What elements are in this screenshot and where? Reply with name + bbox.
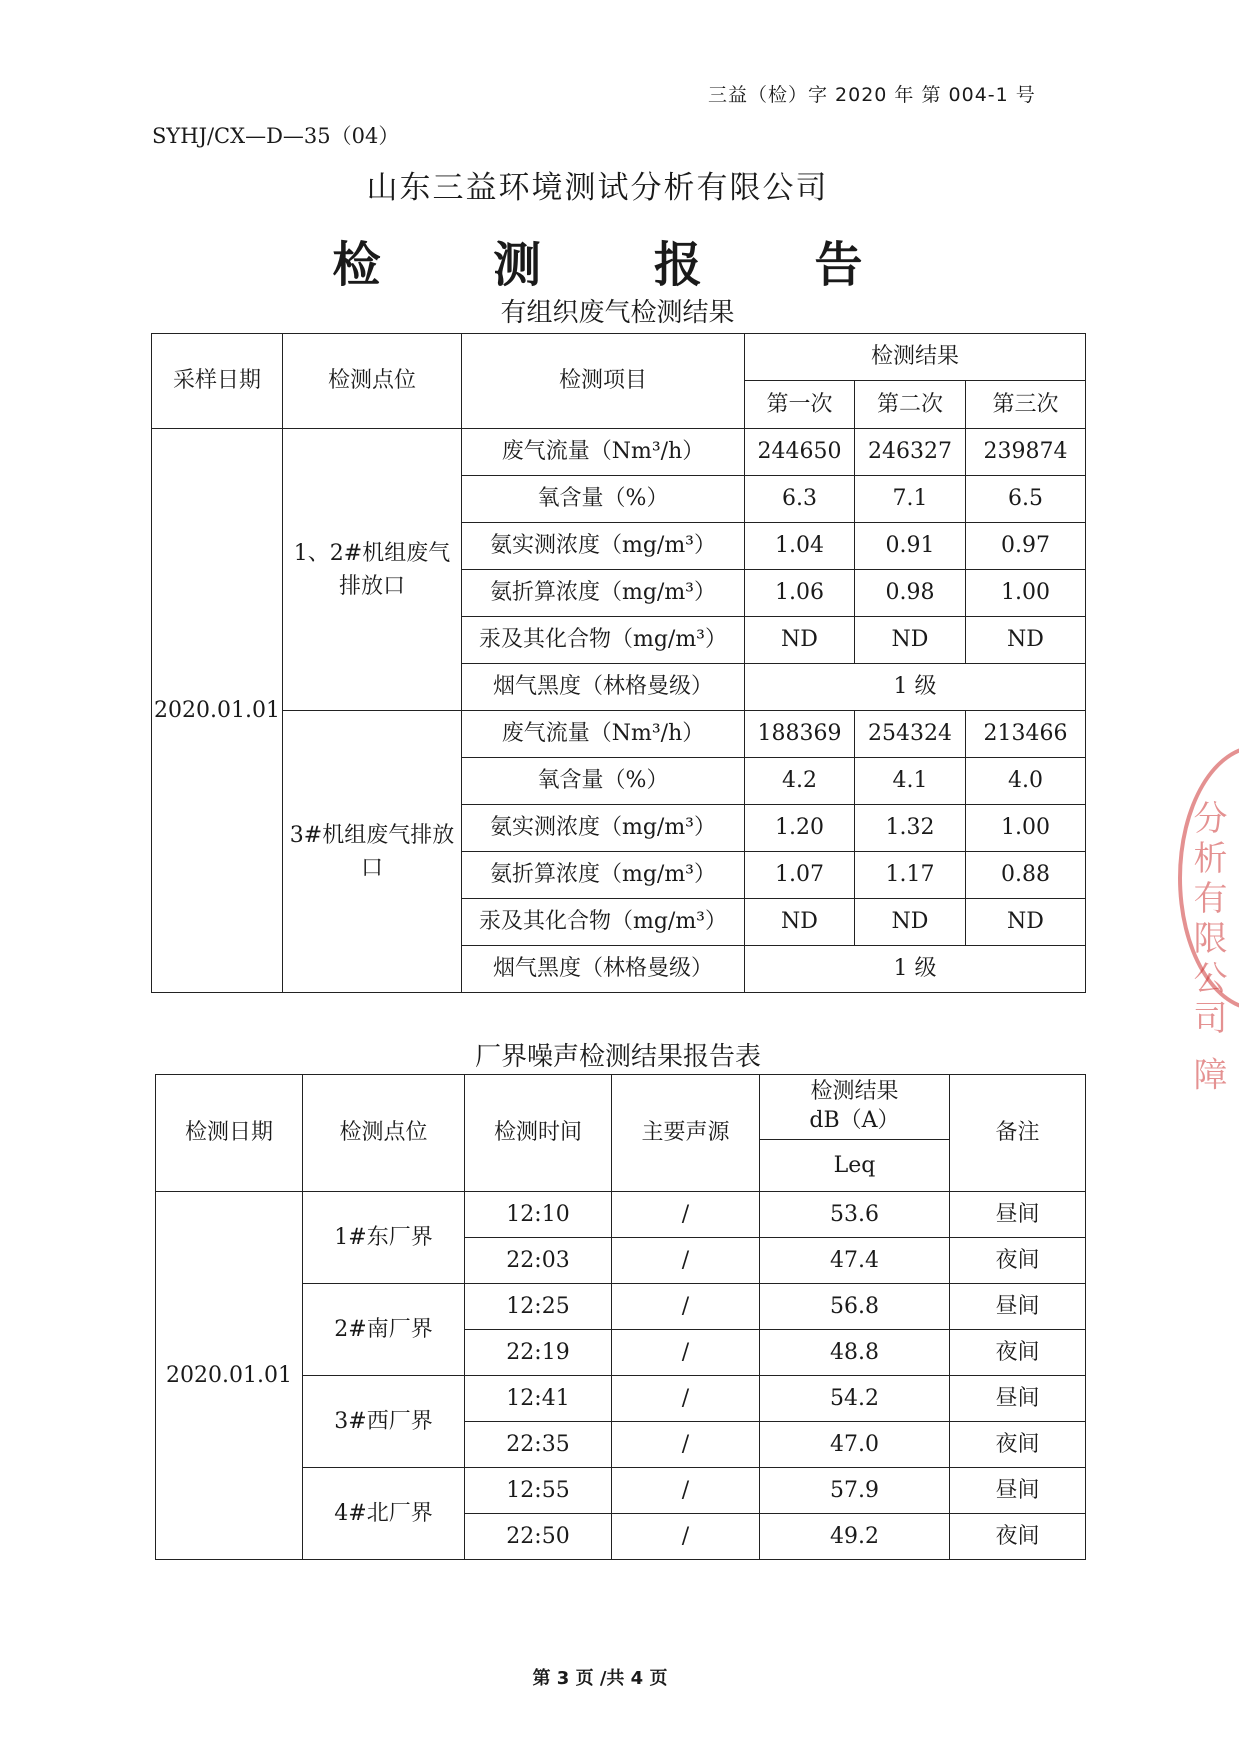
result-run-3: 1.00 (966, 805, 1086, 852)
noise-leq: 47.0 (760, 1422, 950, 1468)
form-code: SYHJ/CX—D—35（04） (152, 124, 400, 148)
noise-note: 昼间 (950, 1192, 1086, 1238)
noise-time: 22:50 (465, 1514, 612, 1560)
noise-leq: 48.8 (760, 1330, 950, 1376)
noise-leq: 56.8 (760, 1284, 950, 1330)
noise-source: / (612, 1330, 760, 1376)
result-run-1: 244650 (745, 429, 855, 476)
test-item: 氧含量（%） (462, 476, 745, 523)
noise-note: 昼间 (950, 1284, 1086, 1330)
noise-results-table (155, 1074, 1086, 1560)
noise-note: 夜间 (950, 1238, 1086, 1284)
result-run-3: 4.0 (966, 758, 1086, 805)
noise-leq: 49.2 (760, 1514, 950, 1560)
result-run-1: ND (745, 899, 855, 946)
monitoring-point (283, 711, 462, 993)
result-run-1: 4.2 (745, 758, 855, 805)
noise-date: 2020.01.01 (156, 1192, 303, 1560)
result-run-3: 0.97 (966, 523, 1086, 570)
noise-source: / (612, 1422, 760, 1468)
monitoring-point-label: 1、2#机组废气排放口 (293, 540, 451, 599)
header-noise-source: 主要声源 (612, 1075, 760, 1192)
result-run-2: 7.1 (855, 476, 966, 523)
result-run-1: 1.04 (745, 523, 855, 570)
noise-leq: 57.9 (760, 1468, 950, 1514)
result-run-1: 1.07 (745, 852, 855, 899)
test-item: 氨实测浓度（mg/m³） (462, 523, 745, 570)
header-sampling-date: 采样日期 (152, 334, 283, 429)
gas-section-title: 有组织废气检测结果 (500, 298, 735, 328)
noise-note: 昼间 (950, 1468, 1086, 1514)
test-item: 烟气黑度（林格曼级） (462, 946, 745, 993)
noise-leq: 54.2 (760, 1376, 950, 1422)
result-run-1: 188369 (745, 711, 855, 758)
noise-source: / (612, 1514, 760, 1560)
result-run-3: ND (966, 899, 1086, 946)
result-run-3: 239874 (966, 429, 1086, 476)
noise-source: / (612, 1376, 760, 1422)
noise-time: 12:10 (465, 1192, 612, 1238)
result-run-2: ND (855, 617, 966, 664)
header-noise-time: 检测时间 (465, 1075, 612, 1192)
result-run-2: ND (855, 899, 966, 946)
test-item: 氧含量（%） (462, 758, 745, 805)
result-run-3: 213466 (966, 711, 1086, 758)
noise-leq: 47.4 (760, 1238, 950, 1284)
test-item: 汞及其化合物（mg/m³） (462, 617, 745, 664)
test-item: 汞及其化合物（mg/m³） (462, 899, 745, 946)
header-noise-result: 检测结果 dB（A） (760, 1075, 950, 1140)
company-name: 山东三益环境测试分析有限公司 (366, 170, 829, 206)
table-row (152, 711, 1086, 758)
noise-source: / (612, 1284, 760, 1330)
header-noise-leq: Leq (760, 1140, 950, 1192)
header-item: 检测项目 (462, 334, 745, 429)
sampling-date: 2020.01.01 (152, 429, 283, 993)
test-item: 氨实测浓度（mg/m³） (462, 805, 745, 852)
test-item: 氨折算浓度（mg/m³） (462, 852, 745, 899)
header-noise-note: 备注 (950, 1075, 1086, 1192)
result-run-2: 0.91 (855, 523, 966, 570)
noise-note: 夜间 (950, 1330, 1086, 1376)
header-point: 检测点位 (283, 334, 462, 429)
result-run-2: 0.98 (855, 570, 966, 617)
noise-time: 22:03 (465, 1238, 612, 1284)
result-run-2: 246327 (855, 429, 966, 476)
monitoring-point (283, 429, 462, 711)
header-run-2: 第二次 (855, 381, 966, 429)
noise-note: 夜间 (950, 1422, 1086, 1468)
noise-point: 2#南厂界 (303, 1284, 465, 1376)
result-run-2: 4.1 (855, 758, 966, 805)
report-title: 检 测 报 告 (332, 237, 911, 293)
seal-text: 分析有限公司 障 (1187, 800, 1227, 1097)
header-result: 检测结果 (745, 334, 1086, 381)
result-run-3: 1.00 (966, 570, 1086, 617)
result-run-3: 0.88 (966, 852, 1086, 899)
noise-point: 1#东厂界 (303, 1192, 465, 1284)
header-run-3: 第三次 (966, 381, 1086, 429)
result-run-2: 254324 (855, 711, 966, 758)
test-item: 废气流量（Nm³/h） (462, 711, 745, 758)
header-noise-point: 检测点位 (303, 1075, 465, 1192)
page-footer: 第 3 页 /共 4 页 (532, 1668, 668, 1689)
noise-time: 12:25 (465, 1284, 612, 1330)
result-merged: 1 级 (745, 946, 1086, 993)
table-row (156, 1192, 1086, 1238)
noise-leq: 53.6 (760, 1192, 950, 1238)
report-number: 三益（检）字 2020 年 第 004-1 号 (708, 84, 1036, 106)
result-merged: 1 级 (745, 664, 1086, 711)
noise-time: 22:19 (465, 1330, 612, 1376)
noise-note: 昼间 (950, 1376, 1086, 1422)
noise-time: 22:35 (465, 1422, 612, 1468)
gas-results-table (151, 333, 1086, 993)
noise-source: / (612, 1238, 760, 1284)
header-run-1: 第一次 (745, 381, 855, 429)
result-run-3: ND (966, 617, 1086, 664)
result-run-2: 1.17 (855, 852, 966, 899)
noise-time: 12:55 (465, 1468, 612, 1514)
monitoring-point-label: 3#机组废气排放口 (289, 822, 455, 881)
result-run-1: ND (745, 617, 855, 664)
noise-source: / (612, 1192, 760, 1238)
noise-point: 3#西厂界 (303, 1376, 465, 1468)
noise-source: / (612, 1468, 760, 1514)
noise-time: 12:41 (465, 1376, 612, 1422)
result-run-2: 1.32 (855, 805, 966, 852)
table-row (152, 429, 1086, 476)
noise-section-title: 厂界噪声检测结果报告表 (474, 1042, 761, 1072)
noise-note: 夜间 (950, 1514, 1086, 1560)
test-item: 氨折算浓度（mg/m³） (462, 570, 745, 617)
test-item: 废气流量（Nm³/h） (462, 429, 745, 476)
result-run-1: 6.3 (745, 476, 855, 523)
header-noise-date: 检测日期 (156, 1075, 303, 1192)
noise-point: 4#北厂界 (303, 1468, 465, 1560)
test-item: 烟气黑度（林格曼级） (462, 664, 745, 711)
result-run-3: 6.5 (966, 476, 1086, 523)
result-run-1: 1.06 (745, 570, 855, 617)
result-run-1: 1.20 (745, 805, 855, 852)
